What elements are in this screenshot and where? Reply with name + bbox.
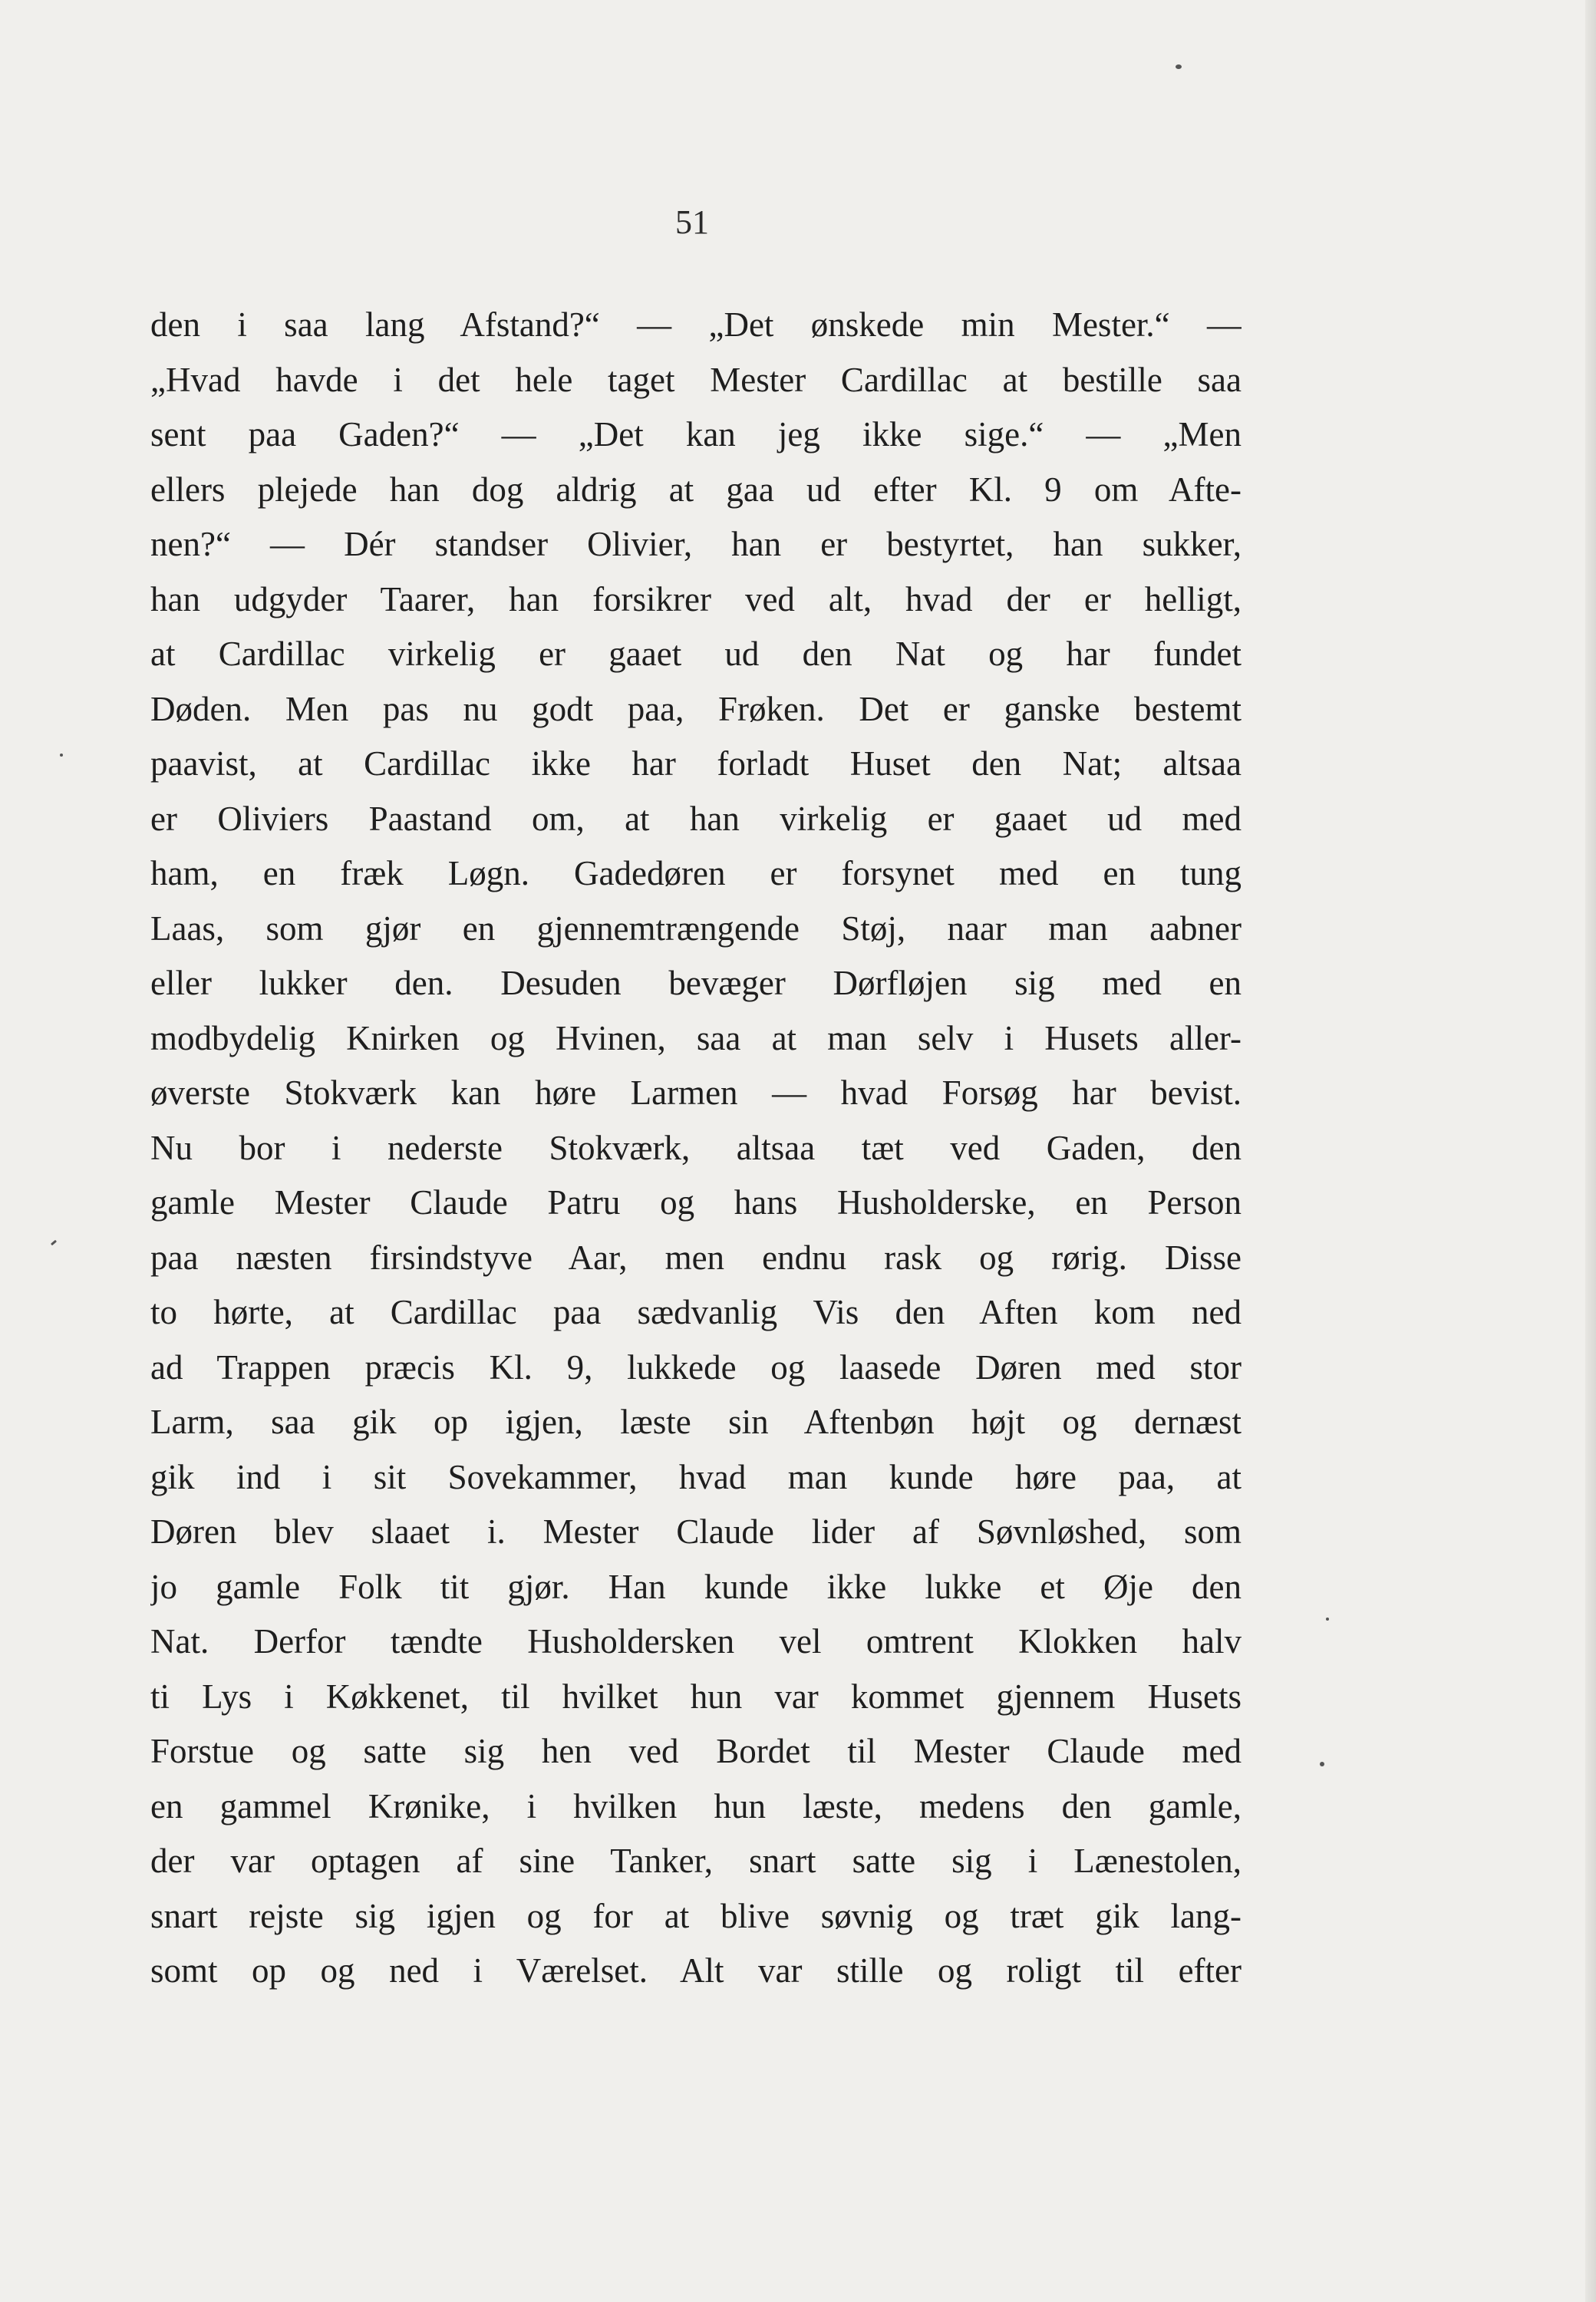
- text-line: ham, en fræk Løgn. Gadedøren er forsynet med en tung: [150, 854, 1242, 892]
- text-line: gamle Mester Claude Patru og hans Husholderske, en Person: [150, 1183, 1242, 1222]
- text-line: Laas, som gjør en gjennemtrængende Støj, naar man aabner: [150, 909, 1242, 948]
- text-line: paavist, at Cardillac ikke har forladt Huset den Nat; altsaa: [150, 744, 1242, 783]
- page-number: 51: [675, 203, 709, 241]
- text-line: to hørte, at Cardillac paa sædvanlig Vis den Aften kom ned: [150, 1293, 1242, 1331]
- text-line: Døden. Men pas nu godt paa, Frøken. Det er ganske bestemt: [150, 689, 1242, 728]
- text-line: en gammel Krønike, i hvilken hun læste, medens den gamle,: [150, 1786, 1242, 1825]
- text-line: der var optagen af sine Tanker, snart satte sig i Lænestolen,: [150, 1842, 1242, 1880]
- text-line: at Cardillac virkelig er gaaet ud den Nat og har fundet: [150, 635, 1242, 673]
- text-line: Nu bor i nederste Stokværk, altsaa tæt ved Gaden, den: [150, 1128, 1242, 1167]
- text-line: øverste Stokværk kan høre Larmen — hvad Forsøg har bevist.: [150, 1073, 1242, 1112]
- page-edge: [1585, 0, 1596, 2302]
- text-line: paa næsten firsindstyve Aar, men endnu rask og rørig. Disse: [150, 1238, 1242, 1277]
- text-line: modbydelig Knirken og Hvinen, saa at man selv i Husets aller-: [150, 1018, 1242, 1057]
- text-line: Døren blev slaaet i. Mester Claude lider af Søvnløshed, som: [150, 1512, 1242, 1551]
- text-line: den i saa lang Afstand?“ — „Det ønskede min Mester.“ —: [150, 305, 1242, 344]
- text-line: nen?“ — Dér standser Olivier, han er bestyrtet, han sukker,: [150, 525, 1242, 563]
- text-line: ellers plejede han dog aldrig at gaa ud efter Kl. 9 om Afte-: [150, 470, 1242, 509]
- text-line: ti Lys i Køkkenet, til hvilket hun var kommet gjennem Husets: [150, 1677, 1242, 1716]
- scan-speck: [60, 754, 63, 757]
- text-line: snart rejste sig igjen og for at blive søvnig og træt gik lang-: [150, 1896, 1242, 1935]
- text-line: „Hvad havde i det hele taget Mester Cardillac at bestille saa: [150, 360, 1242, 399]
- scan-speck: [1320, 1762, 1324, 1766]
- text-line: Forstue og satte sig hen ved Bordet til Mester Claude med: [150, 1732, 1242, 1770]
- text-line: sent paa Gaden?“ — „Det kan jeg ikke sige.“ — „Men: [150, 415, 1242, 453]
- text-line: ad Trappen præcis Kl. 9, lukkede og laasede Døren med stor: [150, 1347, 1242, 1387]
- text-line: Nat. Derfor tændte Husholdersken vel omtrent Klokken halv: [150, 1622, 1242, 1661]
- text-line: gik ind i sit Sovekammer, hvad man kunde høre paa, at: [150, 1457, 1242, 1496]
- text-line: han udgyder Taarer, han forsikrer ved alt, hvad der er helligt,: [150, 579, 1242, 618]
- scan-speck: [1326, 1618, 1329, 1621]
- body-text: [150, 298, 1242, 1999]
- scan-speck: [1176, 64, 1182, 69]
- text-line: eller lukker den. Desuden bevæger Dørfløjen sig med en: [150, 964, 1242, 1002]
- text-line: Larm, saa gik op igjen, læste sin Aftenbøn højt og dernæst: [150, 1403, 1242, 1441]
- text-line: er Oliviers Paastand om, at han virkelig er gaaet ud med: [150, 799, 1242, 838]
- text-line: somt op og ned i Værelset. Alt var stille og roligt til efter: [150, 1951, 1242, 1990]
- text-line: jo gamle Folk tit gjør. Han kunde ikke lukke et Øje den: [150, 1567, 1242, 1606]
- scan-speck: [51, 1240, 57, 1245]
